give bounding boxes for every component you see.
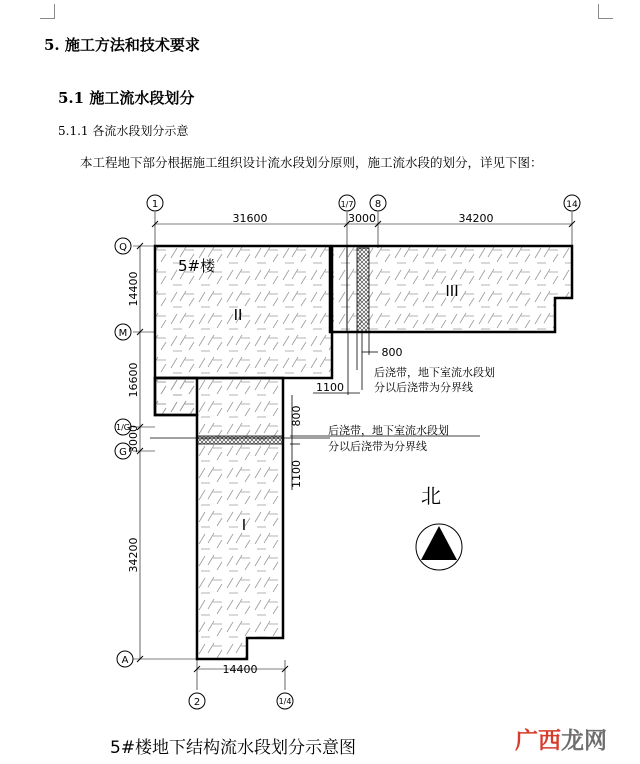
note-upper-line2: 分以后浇带为分界线 (374, 381, 473, 394)
section-heading: 5. 施工方法和技术要求 (44, 36, 200, 54)
post-pour-band-lower (197, 436, 283, 444)
grid-label-bottom-1-4: 1/4 (278, 697, 292, 706)
construction-drawing (0, 180, 640, 720)
grid-label-top-1: 1 (151, 199, 159, 210)
grid-label-A: A (121, 655, 129, 666)
watermark-part2: 龙网 (561, 728, 607, 754)
note-lower-line2: 分以后浇带为分界线 (328, 440, 427, 453)
dim-top-34200: 34200 (458, 212, 494, 225)
grid-label-top-8: 8 (374, 199, 382, 210)
building-label: 5#楼 (178, 257, 216, 275)
dim-top-3000: 3000 (348, 212, 376, 225)
grid-label-Q: Q (119, 242, 127, 253)
north-label: 北 (421, 484, 441, 508)
note-lower-line1: 后浇带，地下室流水段划 (328, 424, 449, 437)
dim-left-3000: 3000 (127, 425, 140, 453)
watermark-part1: 广西 (515, 728, 561, 754)
zone-label-2: II (233, 306, 243, 324)
zone-label-3: III (445, 282, 459, 300)
dim-1100-lower: 1100 (290, 460, 303, 488)
dim-1100-upper: 1100 (316, 381, 344, 394)
body-paragraph: 本工程地下部分根据施工组织设计流水段划分原则，施工流水段的划分，详见下图： (80, 155, 543, 170)
figure-caption: 5#楼地下结构流水段划分示意图 (110, 738, 357, 758)
watermark (515, 722, 607, 755)
north-arrow-icon (416, 524, 462, 570)
zone-1-area (155, 378, 283, 659)
dim-bottom-14400: 14400 (222, 663, 258, 676)
zone-label-1: I (241, 516, 247, 534)
note-upper-line1: 后浇带，地下室流水段划 (374, 366, 495, 379)
post-pour-band-upper (357, 248, 369, 332)
dim-left-34200: 34200 (127, 537, 140, 573)
grid-label-1-G: 1/G (116, 423, 130, 432)
subsection-heading: 5.1 施工流水段划分 (58, 89, 195, 107)
grid-label-top-14: 14 (566, 200, 578, 210)
grid-label-bottom-2: 2 (193, 697, 201, 708)
dim-800-lower: 800 (290, 405, 303, 427)
dim-left-14400: 14400 (127, 271, 140, 307)
grid-label-G: G (119, 447, 127, 458)
sub-subsection-heading: 5.1.1 各流水段划分示意 (58, 124, 189, 138)
grid-label-M: M (118, 328, 128, 339)
crop-mark-top-right (598, 4, 613, 19)
dim-left-16600: 16600 (127, 362, 140, 398)
dim-800-upper: 800 (381, 346, 403, 359)
grid-label-top-1-7: 1/7 (340, 200, 354, 209)
crop-mark-top-left (40, 4, 55, 19)
dim-top-31600: 31600 (232, 212, 268, 225)
